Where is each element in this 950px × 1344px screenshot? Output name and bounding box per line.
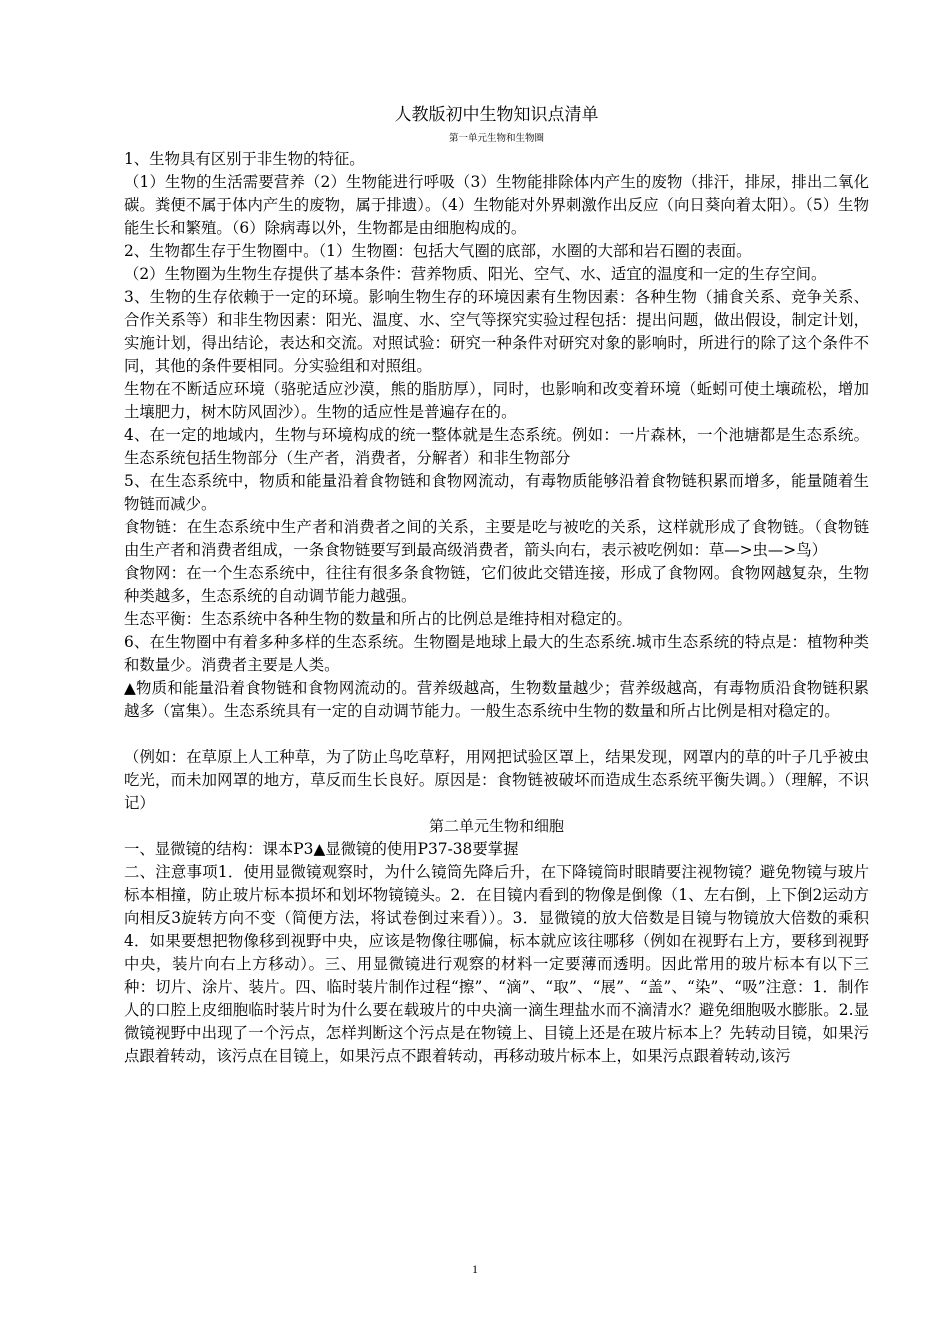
page-title: 人教版初中生物知识点清单 — [394, 105, 599, 125]
example-paragraph: （例如：在草原上人工种草，为了防止鸟吃草籽，用网把试验区罩上，结果发现，网罩内的草的叶子几乎被虫吃光，而未加网罩的地方，草反而生长良好。原因是：食物链被破坏而造成生态系统平衡失调。）（理解，不识记） — [124, 748, 869, 812]
paragraph: 食物链：在生态系统中生产者和消费者之间的关系，主要是吃与被吃的关系，这样就形成了食物链。（食物链由生产者和消费者组成，一条食物链要写到最高级消费者，箭头向右，表示被吃例如：草—>虫—>鸟） — [124, 518, 869, 559]
blank-line — [124, 723, 869, 746]
page-content — [124, 102, 869, 1068]
paragraph: 1、生物具有区别于非生物的特征。 — [124, 150, 365, 168]
paragraph: 二、注意事项1．使用显微镜观察时，为什么镜筒先降后升，在下降镜筒时眼睛要注视物镜？避免物镜与玻片标本相撞，防止玻片标本损坏和划坏物镜镜头。2．在目镜内看到的物像是倒像（1、左右倒，上下倒2运动方向相反3旋转方向不变（简便方法，将试卷倒过来看））。3．显微镜的放大倍数是目镜与物镜放大倍数的乘积4．如果要想把物像移到视野中央，应该是物像往哪偏，标本就应该往哪移（例如在视野右上方，要移到视野中央，装片向右上方移动）。三、用显微镜进行观察的材料一定要薄而透明。因此常用的玻片标本有以下三种：切片、涂片、装片。四、临时装片制作过程“擦”、“滴”、“取”、“展”、“盖”、“染”、“吸”注意：1．制作人的口腔上皮细胞临时装片时为什么要在载玻片的中央滴一滴生理盐水而不滴清水？避免细胞吸水膨胀。2.显微镜视野中出现了一个污点，怎样判断这个污点是在物镜上、目镜上还是在玻片标本上？先转动目镜，如果污点跟着转动，该污点在目镜上，如果污点不跟着转动，再移动玻片标本上，如果污点跟着转动,该污 — [124, 863, 869, 1065]
paragraph: 食物网：在一个生态系统中，往往有很多条食物链，它们彼此交错连接，形成了食物网。食物网越复杂，生物种类越多，生态系统的自动调节能力越强。 — [124, 564, 869, 605]
paragraph: 4、在一定的地域内，生物与环境构成的统一整体就是生态系统。例如：一片森林，一个池塘都是生态系统。生态系统包括生物部分（生产者，消费者，分解者）和非生物部分 — [124, 426, 869, 467]
paragraph: （1）生物的生活需要营养（2）生物能进行呼吸（3）生物能排除体内产生的废物（排汗，排尿，排出二氧化碳。粪便不属于体内产生的废物，属于排遗）。（4）生物能对外界刺激作出反应（向日葵向着太阳）。（5）生物能生长和繁殖。（6）除病毒以外，生物都是由细胞构成的。 — [124, 173, 869, 237]
paragraph: 一、显微镜的结构：课本P3▲显微镜的使用P37-38要掌握 — [124, 840, 519, 858]
paragraph: ▲物质和能量沿着食物链和食物网流动的。营养级越高，生物数量越少；营养级越高，有毒物质沿食物链积累越多（富集）。生态系统具有一定的自动调节能力。一般生态系统中生物的数量和所占比例是相对稳定的。 — [124, 679, 869, 720]
paragraph: 6、在生物圈中有着多种多样的生态系统。生物圈是地球上最大的生态系统.城市生态系统的特点是：植物种类和数量少。消费者主要是人类。 — [124, 633, 869, 674]
paragraph: 3、生物的生存依赖于一定的环境。影响生物生存的环境因素有生物因素：各种生物（捕食关系、竞争关系、合作关系等）和非生物因素：阳光、温度、水、空气等探究实验过程包括：提出问题，做出假设，制定计划，实施计划，得出结论，表达和交流。对照试验：研究一种条件对研究对象的影响时，所进行的除了这个条件不同，其他的条件要相同。分实验组和对照组。 — [124, 288, 869, 375]
paragraph: 5、在生态系统中，物质和能量沿着食物链和食物网流动，有毒物质能够沿着食物链积累而增多，能量随着生物链而减少。 — [124, 472, 869, 513]
paragraph: 生态平衡：生态系统中各种生物的数量和所占的比例总是维持相对稳定的。 — [124, 610, 632, 628]
unit1-heading: 第一单元生物和生物圈 — [448, 133, 544, 144]
unit2-heading: 第二单元生物和细胞 — [428, 817, 564, 835]
page-number: 1 — [472, 1262, 478, 1276]
paragraph: 生物在不断适应环境（骆驼适应沙漠，熊的脂肪厚），同时，也影响和改变着环境（蚯蚓可使土壤疏松，增加土壤肥力，树木防风固沙）。生物的适应性是普遍存在的。 — [124, 380, 869, 421]
paragraph: （2）生物圈为生物生存提供了基本条件：营养物质、阳光、空气、水、适宜的温度和一定的生存空间。 — [124, 265, 827, 283]
paragraph: 2、生物都生存于生物圈中。（1）生物圈：包括大气圈的底部，水圈的大部和岩石圈的表面。 — [124, 242, 752, 260]
